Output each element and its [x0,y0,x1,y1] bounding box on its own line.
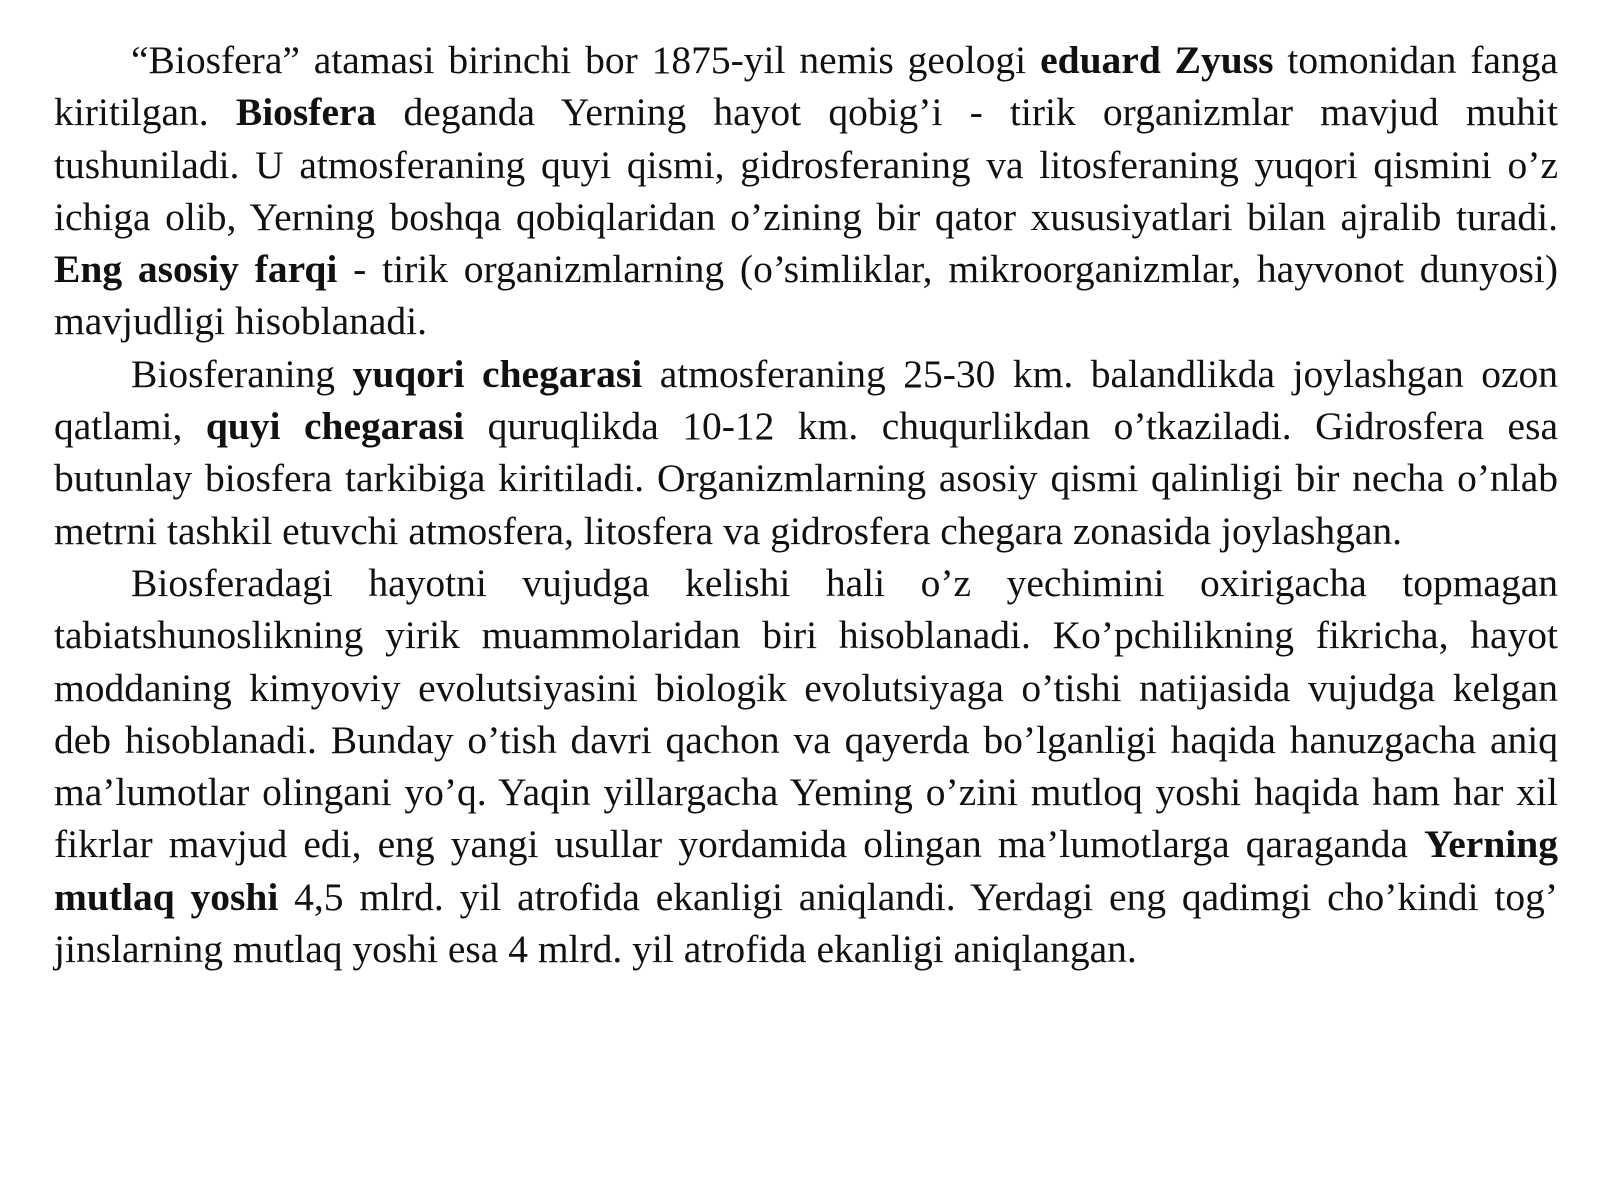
paragraph-origin-of-life [54,557,1558,975]
text-run: “Biosfera” atamasi birinchi bor 1875-yil nemis geologi [131,38,1041,82]
bold-term-biosfera: Biosfera [235,90,377,135]
text-run: deganda Yerning hayot qobig’i - tirik organizmlar mavjud muhit tushuniladi. U atmosferaning quyi qismi, gidrosferaning va litosferaning yuqori qismini o’z ichiga olib, Yerning boshqa qobiqlaridan o’zining bir qator xususiyatlari bilan ajralib turadi. [54,90,1559,239]
text-run: Biosferadagi hayotni vujudga kelishi hali o’z yechimini oxirigacha topmagan tabiatshunoslikning yirik muammolaridan biri hisoblanadi. Ko’pchilikning fikricha, hayot moddaning kimyoviy evolutsiyasini biologik evolutsiyaga o’tishi natijasida vujudga kelgan deb hisoblanadi. Bunday o’tish davri qachon va qayerda bo’lganligi haqida hanuzgacha aniq ma’lumotlar olingani yo’q. Yaqin yillargacha Yeming o’zini mutloq yoshi haqida ham har xil fikrlar mavjud edi, eng yangi usullar yordamida olingan ma’lumotlarga qaraganda [54,560,1558,867]
text-run: Biosferaning [131,351,353,396]
text-run: tomonidan fanga kiritilgan. [54,38,1558,135]
text-run: atmosferaning 25-30 km. balandlikda joylashgan ozon qatlami, [54,351,1559,449]
bold-term-yerning-mutlaq-yoshi: Yerning mutlaq yoshi [54,822,1558,919]
bold-term-yuqori-chegarasi: yuqori chegarasi [352,351,643,396]
paragraph-biosfera-definition [54,34,1558,348]
bold-term-quyi-chegarasi: quyi chegarasi [205,404,465,449]
bold-term-eng-asosiy-farqi: Eng asosiy farqi [54,247,338,292]
text-run: - tirik organizmlarning (o’simliklar, mikroorganizmlar, hayvonot dunyosi) mavjudligi hisoblanadi. [54,247,1559,344]
text-run: 4,5 mlrd. yil atrofida ekanligi aniqlandi. Yerdagi eng qadimgi cho’kindi tog’ jinslarning mutlaq yoshi esa 4 mlrd. yil atrofida ekanligi aniqlangan. [54,874,1558,972]
paragraph-biosfera-boundaries [54,348,1558,557]
bold-term-eduard-zyuss: eduard Zyuss [1040,38,1274,82]
text-run: quruqlikda 10-12 km. chuqurlikdan o’tkaziladi. Gidrosfera esa butunlay biosfera tarkibiga kiritiladi. Organizmlarning asosiy qismi qalinligi bir necha o’nlab metrni tashkil etuvchi atmosfera, litosfera va gidrosfera chegara zonasida joylashgan. [54,404,1558,553]
